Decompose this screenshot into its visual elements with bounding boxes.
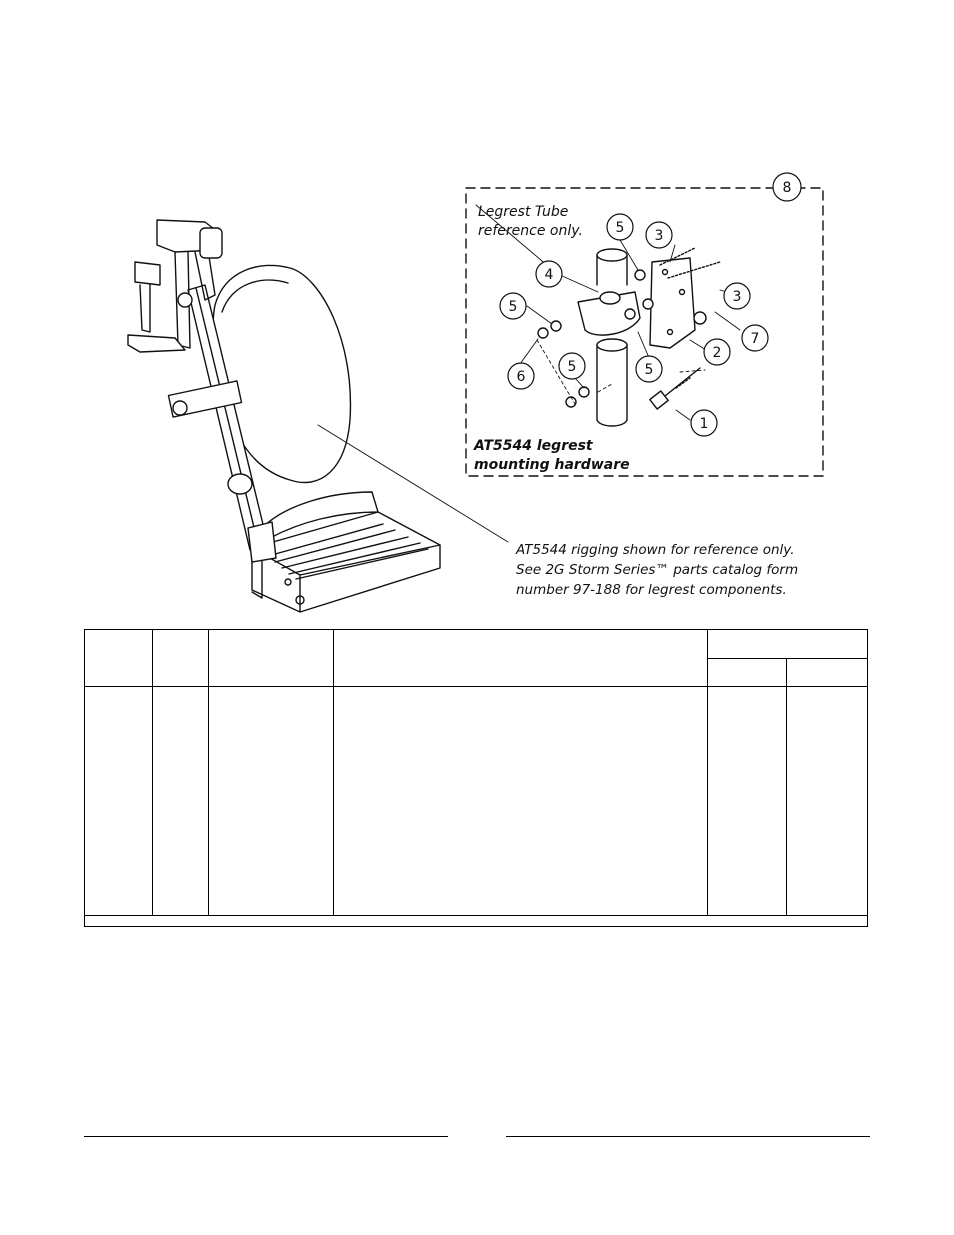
- legrest-tube-note: [478, 203, 583, 241]
- header-subcell-1: [708, 659, 787, 687]
- rigging-note-line-3: number 97-188 for legrest components.: [516, 582, 787, 598]
- header-cell-group: [708, 630, 868, 659]
- header-cell-3: [209, 630, 334, 687]
- callout-4: 4: [544, 267, 554, 283]
- table-footer-row: [85, 916, 868, 927]
- table-row: [85, 687, 868, 916]
- rigging-note-line-2: See 2G Storm Series™ parts catalog form: [516, 562, 799, 578]
- callout-5: 5: [615, 220, 625, 236]
- callout-5: 5: [644, 362, 654, 378]
- callout-7: 7: [750, 331, 760, 347]
- callout-1: 1: [699, 416, 709, 432]
- parts-table: [84, 629, 868, 927]
- footer-rule-left: [84, 1136, 448, 1137]
- table-cell: [85, 687, 153, 916]
- inset-title: [474, 437, 630, 475]
- callout-2: 2: [712, 345, 722, 361]
- legrest-tube-note-line-2: reference only.: [478, 223, 583, 239]
- rigging-note-line-1: AT5544 rigging shown for reference only.: [516, 542, 795, 558]
- inset-title-line-2: mounting hardware: [474, 457, 630, 473]
- inset-title-line-1: AT5544 legrest: [474, 438, 593, 454]
- table-footer-cell: [85, 916, 868, 927]
- callout-5: 5: [508, 299, 518, 315]
- header-cell-2: [153, 630, 209, 687]
- footer-rule-right: [506, 1136, 870, 1137]
- callout-6: 6: [516, 369, 526, 385]
- callout-3: 3: [732, 289, 742, 305]
- rigging-reference-note: [516, 540, 798, 600]
- header-cell-1: [85, 630, 153, 687]
- callout-8: 8: [782, 180, 792, 196]
- callout-5: 5: [567, 359, 577, 375]
- legrest-tube-note-line-1: Legrest Tube: [478, 204, 569, 220]
- table-cell: [708, 687, 787, 916]
- header-subcell-2: [787, 659, 868, 687]
- table-cell: [209, 687, 334, 916]
- table-cell: [153, 687, 209, 916]
- table-header-row-1: [85, 630, 868, 659]
- callout-3: 3: [654, 228, 664, 244]
- table-cell: [334, 687, 708, 916]
- header-cell-4: [334, 630, 708, 687]
- table-cell: [787, 687, 868, 916]
